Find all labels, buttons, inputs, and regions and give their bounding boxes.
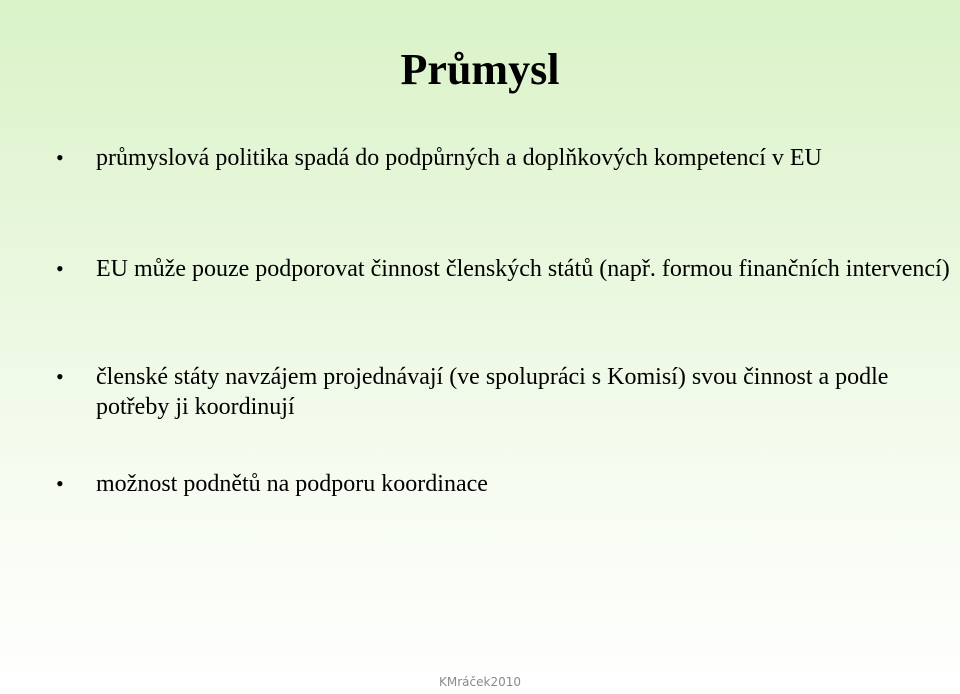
- bullet-item: [56, 469, 956, 499]
- footer-author: KMráček2010: [439, 675, 521, 689]
- bullet-dot-icon: •: [56, 364, 64, 389]
- slide-title: [0, 42, 960, 98]
- bullet-text: průmyslová politika spadá do podpůrných a doplňkových kompetencí v EU: [96, 145, 822, 171]
- bullet-item: [56, 362, 956, 422]
- bullet-item: [56, 143, 956, 173]
- bullet-item: [56, 254, 956, 284]
- bullet-text: možnost podnětů na podporu koordinace: [96, 471, 488, 497]
- bullet-text: členské státy navzájem projednávají (ve spolupráci s Komisí) svou činnost a podle potřeby ji koordinují: [96, 364, 889, 420]
- slide-title-text: Průmysl: [400, 45, 560, 94]
- bullet-text: EU může pouze podporovat činnost členských států (např. formou finančních intervencí): [96, 256, 950, 282]
- bullet-dot-icon: •: [56, 145, 64, 170]
- bullet-dot-icon: •: [56, 256, 64, 281]
- bullet-dot-icon: •: [56, 471, 64, 496]
